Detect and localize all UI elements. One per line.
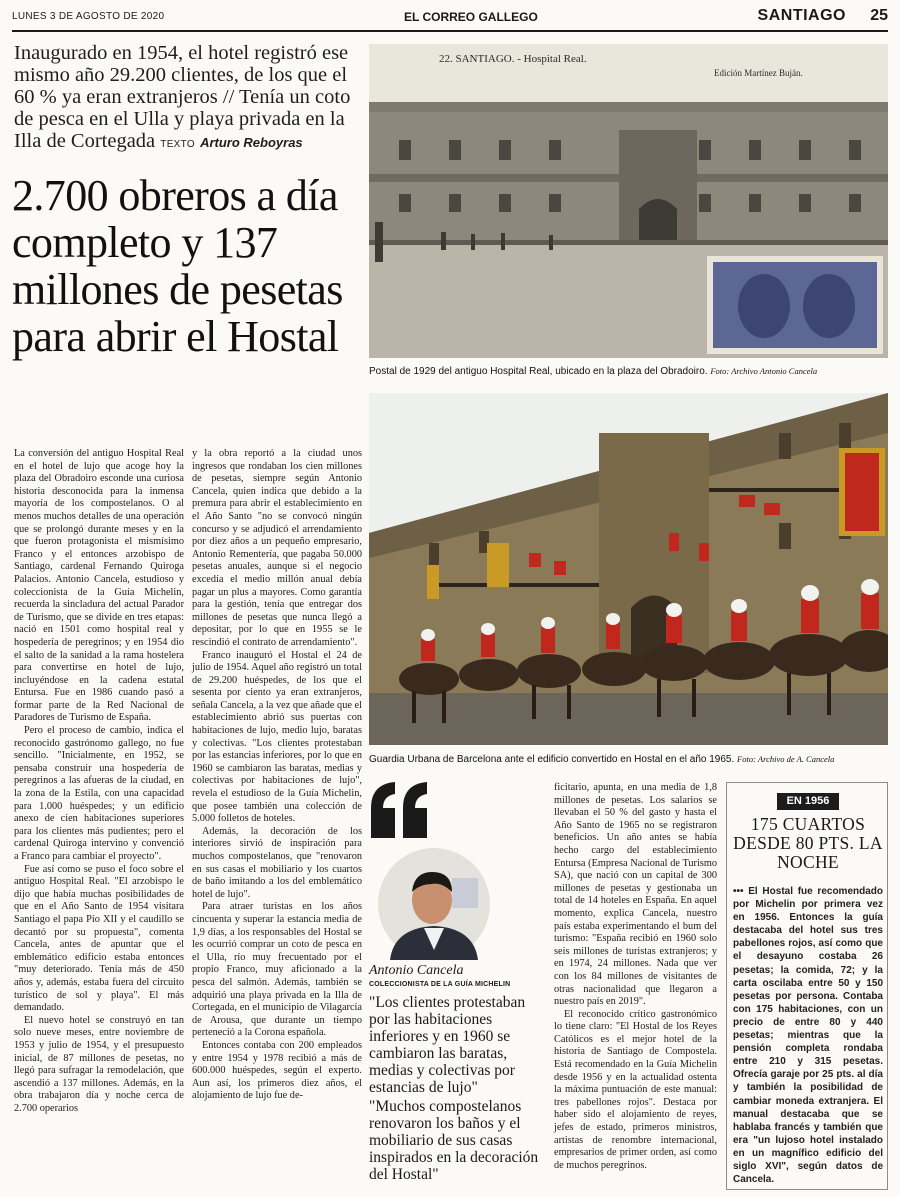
lead-text: Inaugurado en 1954, el hotel registró ese mismo año 29.200 clientes, de los que el 60 % ya eran extranjeros // Tenía un coto de pesca en el Ulla y playa privada en la Illa de Cortegada <box>14 42 351 152</box>
article-column-1 <box>14 448 184 1115</box>
section-name: SANTIAGO <box>757 7 846 24</box>
page-header <box>12 4 888 30</box>
paragraph: Para atraer turistas en los años cincuenta y superar la estancia media de 1,9 días, a los responsables del Hostal se les ocurrió comprar un coto de pesca en el Ulla, río muy frecuentado por el propio Franco, muy aficionado a la pesca del salmón. Además, también se adquirió una playa privada en la Illa de Cortegada, en el municipio de Vilagarcía de Arousa, que durante un tiempo perteneció a la Corona española. <box>192 901 362 1039</box>
guard-photo <box>369 393 888 745</box>
sidebar-body <box>733 885 883 1186</box>
quotation-mark-icon <box>369 780 431 840</box>
sidebar-box <box>726 782 888 1190</box>
paragraph: y la obra reportó a la ciudad unos ingresos que rondaban los cien millones de pesetas, siempre según Antonio Cancela, quien indica que debido a la premura para abrir el establecimiento en el Año Santo "no se convocó ningún concurso y se adjudicó el arrendamiento por diez años a un pequeño empresario, Antonio Rementería, que pagaba 50.000 pesetas anuales, aunque si el negocio excedía el medio millón anual debía pagar un plus a mayores. Como garantía para la gestión, tenía que entregar dos millones de pesetas que nunca llegó a depositar, por lo que en 1955 se le rescindió el contrato de arrendamiento". <box>192 448 362 648</box>
sidebar-badge: EN 1956 <box>777 793 839 810</box>
paragraph: La conversión del antiguo Hospital Real en el hotel de lujo que acoge hoy la plaza del Obradoiro esconde una curiosa historia desconocida para la inmensa mayoría de los compostelanos. O al menos muchos detalles de una operación que se prolongó durante meses y en la que fueron protagonista el mismísimo Franco y el entonces arzobispo de Santiago, cardenal Fernando Quiroga Palacios. Antonio Cancela, estudioso y coleccionista de la Guía Michelin, recuerda la sincladura del actual Parador de Turismo, que se divide en tres etapas: nació en 1501 como hospital real y hospedería de peregrinos; y en 1954 dio el salto de la sanidad a la rama hostelera para convertirse en hotel de lujo, incluyéndose en la cadena estatal Entursa. Fue en 1986 cuando pasó a formar parte de la Red Nacional de Paradores de Turismo de España. <box>14 448 184 724</box>
quoted-person-name: Antonio Cancela <box>369 963 464 978</box>
postcard-photo <box>369 44 888 358</box>
pull-quote-1: "Los clientes protestaban por las habitaciones inferiores y en 1960 se cambiaron las baratas, medias y colectivas por estancias de lujo" <box>369 994 526 1096</box>
sidebar-text: El Hostal fue recomendado por Michelin por primera vez en 1956. Entonces la guía destacaba del hotel sus tres pabellones rojos, así como que el desayuno costaba 26 pesetas; la comida, 72; y la carta oscilaba entre 50 y 150 pesetas por persona. Contaba con 175 habitaciones, con un precio de entre 80 y 440 pesetas; mientras que la pensión completa rondaba entre 210 y 315 pesetas. Ofrecía garaje por 25 pts. al día y también la posibilidad de cambiar moneda extranjera. El manual destacaba que se hablaba francés y también que era "un lujoso hotel instalado en un magnífico edificio del siglo XVI", según datos de Cancela. <box>733 886 884 1186</box>
paragraph: Además, la decoración de los interiores sirvió de inspiración para muchos compostelanos, que "renovaron en sus casas el mobiliario y los cuartos de baño imitando a los del emblemático hotel de lujo". <box>192 825 362 900</box>
page-number: 25 <box>870 7 888 24</box>
postcard-caption <box>369 366 817 377</box>
article-column-2 <box>192 448 362 1103</box>
postcard-printed-title: 22. SANTIAGO. - Hospital Real. <box>439 53 587 65</box>
postcard-caption-text: Postal de 1929 del antiguo Hospital Real, ubicado en la plaza del Obradoiro. <box>369 366 708 377</box>
avatar <box>374 844 494 960</box>
paragraph: Franco inauguró el Hostal el 24 de julio de 1954. Aquel año registró un total de 29.200 huéspedes, de los que el sesenta por ciento ya eran extranjeros, señala Cancela, a la vez que añade que el establecimiento abrió sus puertas con habitaciones de lujo, medio lujo, baratas y colectivas. "Los clientes protestaban por las estancias inferiores, por lo que en 1960 se cambiaron las baratas, medias y colectivas por habitaciones de lujo", revela el estudioso de la Guía Michelin, que posee también una colección de 5.000 folletos de hoteles. <box>192 649 362 825</box>
paragraph: Pero el proceso de cambio, indica el reconocido gastrónomo gallego, no fue sencillo. "Inicialmente, en 1952, se pensaba construir una hospedería de peregrinos a las afueras de la ciudad, en la zona de la Estila, con una capacidad para 1.000 huéspedes; y un edificio anexo de cien habitaciones superiores para los clientes más pudientes; pero el cardenal Quiroga intervino y convenció a Franco para cambiar el proyecto". <box>14 725 184 862</box>
issue-date: LUNES 3 DE AGOSTO DE 2020 <box>12 11 165 22</box>
paragraph: El nuevo hotel se construyó en tan solo nueve meses, entre noviembre de 1953 y julio de 1954, y el presupuesto inicial, de 87 millones de pesetas, no llegó para sufragar la remodelación, que ascendió a 137 millones. Además, en la obra trabajaron día y noche cerca de 2.700 operarios <box>14 1014 184 1114</box>
paragraph: El reconocido crítico gastronómico lo tiene claro: "El Hostal de los Reyes Católicos es el mejor hotel de la historia de Santiago de Compostela. Está recomendado en la Guía Michelin desde 1956 y en la actualidad ostenta la máxima puntuación de este manual: tres pabellones rojos". Destaca por haber sido el alojamiento de reyes, jefes de estado, primeros ministros, artistas de renombre internacional, empresarios de primer orden, así como de muchos peregrinos. <box>554 1008 717 1171</box>
paragraph: ficitario, apunta, en una media de 1,8 millones de pesetas. Los salarios se llevaban el 50 % del gasto y hasta el Año Santo de 1965 no se registraron beneficios. Un año antes se había hecho cargo del establecimiento Entursa (Empresa Nacional de Turismo SA), que nació con un capital de 300 millones de pesetas y gestionaba un total de 14 hoteles en España. En aquel momento, explica Cancela, nuestro país estaba experimentando el bum del turismo: "España recibió en 1960 solo seis millones de turistas extranjeros; y en 1974, 24 millones. Nada que ver con los 84 millones de visitantes de otras nacionalidad que llegaron a nuestro país en 2019". <box>554 782 717 1008</box>
guard-caption <box>369 754 834 765</box>
newspaper-name: EL CORREO GALLEGO <box>404 10 538 24</box>
header-rule <box>12 30 888 32</box>
postcard-credit: Foto: Archivo Antonio Cancela <box>710 366 818 376</box>
credit-label: TEXTO <box>160 139 195 150</box>
guard-credit: Foto: Archivo de A. Cancela <box>737 754 835 764</box>
paragraph: Entonces contaba con 200 empleados y entre 1954 y 1978 recibió a más de 600.000 huéspedes, según el experto. Aun así, los primeros diez años, el alojamiento de lujo fue de- <box>192 1039 362 1102</box>
article-lead <box>14 42 358 156</box>
guard-caption-text: Guardia Urbana de Barcelona ante el edificio convertido en Hostal en el año 1965. <box>369 754 735 765</box>
bullet-marker: ••• <box>733 886 744 897</box>
author-name: Arturo Reboyras <box>200 135 303 150</box>
article-column-3 <box>554 782 717 1172</box>
quoted-person-role: COLECCIONISTA DE LA GUÍA MICHELIN <box>369 981 511 988</box>
postcard-printed-edition: Edición Martínez Buján. <box>714 68 803 78</box>
pull-quote-2: "Muchos compostelanos renovaron los baños y el mobiliario de sus casas inspirados en la decoración del Hostal" <box>369 1098 539 1183</box>
sidebar-title: 175 CUARTOS DESDE 80 PTS. LA NOCHE <box>733 814 883 872</box>
paragraph: Fue así como se puso el foco sobre el antiguo Hospital Real. "El arzobispo le dijo que había muchas posibilidades de que en el Año Santo de 1954 visitara Santiago el papa Pío XII y el caudillo se decantó por su propuesta", comenta Cancela, antes de apuntar que el emblemático edificio estaba entonces "muy deteriorado. Tenía más de 450 años y, además, estaba fuera del circuito turístico de sol y playa". El más demandado. <box>14 863 184 1014</box>
article-headline: 2.700 obreros a día completo y 137 millones de pesetas para abrir el Hostal <box>12 171 343 361</box>
